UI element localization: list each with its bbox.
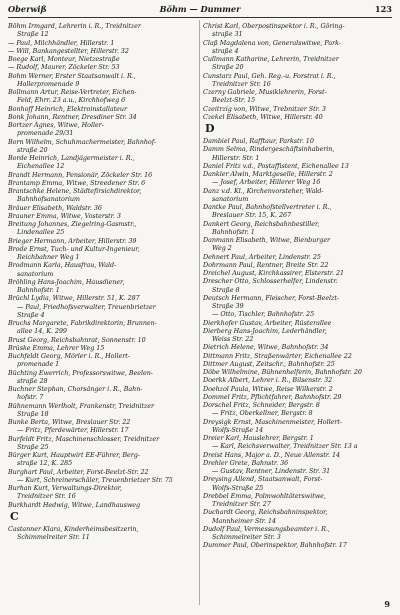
entry-continuation: Mannheimer Str. 14 <box>212 516 277 525</box>
entry-text: Dommel Fritz, Pflichtfahrer, Bahnhofstr. 29 <box>203 392 342 401</box>
entry-text: Claß Magdalena von, Generalswitwe, Park- <box>203 38 341 47</box>
directory-entry <box>8 237 195 245</box>
directory-entry <box>8 294 195 319</box>
entry-text: Bonhoff Heinrich, Elektroinstallateur <box>8 104 127 113</box>
entry-continuation: Straße 4 <box>17 310 45 319</box>
directory-entry <box>8 402 195 419</box>
entry-text: Dambiel Paul, Rafftaur, Parkstr. 10 <box>203 137 314 145</box>
directory-entry <box>8 319 195 336</box>
directory-entry <box>8 212 195 220</box>
directory-entry <box>203 393 392 401</box>
entry-continuation: Straße 8 <box>212 285 240 294</box>
right-top-entries <box>203 22 392 121</box>
entry-text: Dohrmann Paul, Rentner, Breite Str. 22 <box>203 260 329 269</box>
entry-text: Dittmer August, Zeitschr., Bahnhofstr. 25 <box>203 359 335 368</box>
entry-continuation: Wolfs-Straße 14 <box>212 425 264 434</box>
entry-continuation: Straße 39 <box>212 302 244 310</box>
entry-continuation: Eichenallee 12 <box>17 162 65 171</box>
section-letter-c: C <box>10 509 19 523</box>
directory-entry <box>203 253 392 261</box>
entry-text: Brantamp Emma, Witwe, Streedener Str. 6 <box>8 178 146 187</box>
entry-continuation: hofstr. 7 <box>17 393 44 402</box>
right-entries <box>203 137 392 550</box>
directory-entry <box>8 121 195 138</box>
entry-text: Dreysing Allend, Staatsanwalt, Forst- <box>203 475 323 484</box>
footer-page-mark: 9 <box>384 599 390 609</box>
entry-text: Brodmann Karla, Hausfrau, Wald- <box>8 261 117 270</box>
directory-entry <box>8 187 195 204</box>
entry-text: Dantke Paul, Bahnhofstellvertreter i. R., <box>203 203 332 211</box>
entry-text: Born Wilhelm, Schuhmachermeister, Bahnhof- <box>8 137 156 146</box>
directory-entry <box>203 236 392 253</box>
entry-text: Burfeldt Fritz, Maschinenschlosser, Treidnitzer <box>8 434 160 443</box>
directory-entry <box>8 47 195 55</box>
entry-text: Brieger Hermann, Arbeiter, Hillerstr. 39 <box>8 236 137 245</box>
entry-text: Dorschel Fritz, Schneider, Bergstr. 8 <box>203 401 320 409</box>
entry-continuation: Treidnitzer Str. 16 <box>17 492 76 501</box>
entry-text: Dudolf Paul, Vermessungsbeamter i. R., <box>203 524 330 533</box>
entry-text: Dreist Hans, Major a. D., Neue Allenstr. 14 <box>203 450 341 459</box>
entry-text: Brüske Emma, Lehrer Weg 15 <box>8 343 105 352</box>
page-header <box>8 3 392 18</box>
entry-continuation: — Gustav, Rentner, Lindenstr. Str. 31 <box>212 467 331 475</box>
entry-text: Borde Heinrich, Landjägermeister i. R., <box>8 154 135 162</box>
directory-entry <box>8 171 195 179</box>
entry-continuation: Bahnhofstr. 1 <box>212 227 255 236</box>
entry-text: Doehzol Paula, Witwe, Reise Wilkerstr. 2 <box>203 384 333 393</box>
directory-entry <box>203 327 392 344</box>
entry-continuation: Straße 12 <box>17 30 49 39</box>
entry-continuation: straße 20 <box>17 145 48 154</box>
entry-text: Bohm Werner, Erster Staatsanwalt i. R., <box>8 71 136 80</box>
header-left-text: Oberwiß <box>8 4 47 14</box>
entry-continuation: Wolfs-Straße 25 <box>212 483 264 492</box>
entry-continuation: — Fritz, Pferdewärter, Hillerstr. 17 <box>17 426 129 435</box>
directory-entry <box>8 484 195 501</box>
entry-continuation: allee 14, K. 299 <box>17 327 67 336</box>
entry-text: Brust Georg, Reichsbahnrat, Sonnenstr. 10 <box>8 335 146 344</box>
directory-entry <box>203 376 392 384</box>
directory-entry <box>203 418 392 435</box>
entry-text: Buchfeldt Georg, Mörler i. R., Hollert- <box>8 352 130 360</box>
entry-continuation: — Otto, Tischler, Bahnhofstr. 25 <box>212 310 315 319</box>
entry-text: Cunstarz Paul, Geh. Reg.-u. Forstrat i. R., <box>203 71 336 80</box>
directory-entry <box>8 138 195 155</box>
entry-continuation: Weg 2 <box>212 244 232 253</box>
entry-text: Czerny Gabriele, Musiklehrerin, Forst- <box>203 88 327 96</box>
directory-entry <box>203 508 392 525</box>
entry-continuation: Bahnhofsanatorium <box>17 195 80 204</box>
entry-text: — Rudolf, Maurer, Zöckeler Str. 53 <box>8 63 120 72</box>
entry-text: Burkhardt Hedwig, Witwe, Landhausweg <box>8 500 141 509</box>
directory-entry <box>8 204 195 212</box>
entry-text: Dittmann Fritz, Straßenwärter, Eichenallee 22 <box>203 351 352 360</box>
entry-continuation: Hillerstr. Str. 1 <box>212 153 260 162</box>
directory-entry <box>8 278 195 295</box>
directory-entry <box>203 343 392 351</box>
directory-entry <box>203 113 392 121</box>
directory-entry <box>203 261 392 269</box>
directory-entry <box>8 352 195 369</box>
directory-entry <box>203 220 392 237</box>
entry-continuation: straße 4 <box>212 46 239 55</box>
entry-text: Böhm Irmgard, Lehrerin i. R., Treidnitzer <box>8 22 141 30</box>
directory-entry <box>203 294 392 319</box>
column-divider <box>199 20 200 605</box>
entry-text: Drescher Otto, Schlosserhelfer, Lindenstr. <box>203 277 338 286</box>
entry-text: Brüchl Lydia, Witwe, Hillerstr. 51, K. 287 <box>8 294 140 303</box>
directory-entry <box>8 369 195 386</box>
entry-text: — Paul, Milchhändler, Hillerstr. 1 <box>8 38 115 47</box>
entry-text: — Will, Bankangestellter, Hillerstr. 32 <box>8 46 129 55</box>
directory-entry <box>203 145 392 162</box>
directory-entry <box>203 22 392 39</box>
directory-entry <box>8 344 195 352</box>
entry-continuation: Straße 18 <box>17 409 49 418</box>
directory-entry <box>8 72 195 89</box>
entry-continuation: straße 31 <box>212 30 243 39</box>
entry-continuation: straße 12, K. 285 <box>17 459 73 468</box>
directory-entry <box>203 492 392 509</box>
left-column <box>8 22 195 541</box>
directory-entry <box>203 187 392 204</box>
entry-text: Christ Karl, Oberpostinspektor i. R., Göring- <box>203 22 345 30</box>
directory-entry <box>203 137 392 145</box>
entry-continuation: — Paul, Friedhofsverwalter, Treuenbrietzer <box>17 302 156 311</box>
directory-entry <box>203 269 392 277</box>
entry-text: Cullmann Katharine, Lehrerin, Treidnitzer <box>203 55 339 63</box>
directory-entry <box>203 162 392 170</box>
entry-text: Bunke Berta, Witwe, Breslauer Str. 22 <box>8 418 131 426</box>
entry-text: Castanner Klara, Kinderheimsbesitzerin, <box>8 524 139 533</box>
directory-entry <box>203 434 392 451</box>
entry-text: Czekel Elisabeth, Witwe, Hillerstr. 40 <box>203 112 323 121</box>
entry-text: Dummer Paul, Oberinspektor, Bahnhofstr. 17 <box>203 541 347 550</box>
entry-text: Bürger Kurt, Hauptwirt EE-Führer, Berg- <box>8 451 140 459</box>
entry-continuation: Schimmelreiter Str. 11 <box>17 533 90 541</box>
entry-continuation: promenade 29/31 <box>17 129 74 138</box>
directory-entry <box>8 525 195 542</box>
right-column <box>203 22 392 550</box>
entry-text: Danz v.d. Kl., Kirchenvorsteher, Wald- <box>203 186 324 195</box>
entry-continuation: Breslauer Str. 15, K. 267 <box>212 211 291 220</box>
directory-entry <box>8 385 195 402</box>
entry-text: Dreysigk Ernst, Maschinenmeister, Hollert- <box>203 417 342 426</box>
entry-text: Bollmann Artur, Reise-Vertreter, Eichen- <box>8 88 137 96</box>
entry-continuation: Bahnhofstr. 1 <box>17 286 60 294</box>
directory-entry <box>8 261 195 278</box>
entry-text: Daniel Fritz v.d., Postaffistent, Eichenallee 13 <box>203 161 349 170</box>
left-entries <box>8 22 195 509</box>
directory-entry <box>203 385 392 393</box>
directory-entry <box>203 525 392 542</box>
left-after-entries <box>8 525 195 542</box>
entry-text: Dreichel August, Kirchkassirer, Elsterstr. 21 <box>203 269 345 277</box>
directory-entry <box>203 203 392 220</box>
entry-continuation: — Fritz, Oberkellner, Bergstr. 8 <box>212 409 313 418</box>
entry-text: Czeitrzig von, Witwe, Trebnitzer Str. 3 <box>203 104 326 113</box>
directory-entry <box>8 336 195 344</box>
directory-entry <box>8 435 195 452</box>
directory-entry <box>8 451 195 468</box>
directory-entry <box>203 105 392 113</box>
directory-entry <box>203 72 392 89</box>
directory-entry <box>8 105 195 113</box>
entry-text: Bühnemann Werlholt, Frankenstr, Treidnitzer <box>8 401 154 410</box>
directory-entry <box>8 63 195 71</box>
entry-text: Burhan Kurt, Verwaltungs-Direktor, <box>8 484 122 492</box>
entry-text: Deutsch Hermann, Fleischer, Forst-Beelzt- <box>203 293 339 302</box>
entry-text: Brandt Hermann, Pensionär, Zöckeler Str. 16 <box>8 170 153 179</box>
entry-text: Büchting Ewerrich, Professorswitwe, Beelen- <box>8 368 153 377</box>
directory-entry <box>8 39 195 47</box>
entry-continuation: straße 28 <box>17 376 48 385</box>
directory-entry <box>203 459 392 476</box>
entry-text: Dankler Alwin, Marktgeselle, Hillerstr. 2 <box>203 170 333 178</box>
entry-continuation: sanatorium <box>17 269 54 278</box>
entry-text: Buchner Stephan, Chorsänger i. R., Bahn- <box>8 385 143 393</box>
page-number: 123 <box>374 4 392 14</box>
entry-text: Brantschke Helene, Städtefirsichdirektor, <box>8 187 142 195</box>
entry-text: Dehnert Paul, Arbeiter, Lindenstr. 25 <box>203 252 321 261</box>
entry-continuation: Weiss Str. 22 <box>212 335 254 343</box>
directory-entry <box>8 418 195 435</box>
entry-text: Bortzer Agnes, Witwe, Holler- <box>8 121 104 129</box>
directory-entry <box>203 352 392 360</box>
directory-entry <box>8 154 195 171</box>
directory-entry <box>203 170 392 187</box>
entry-text: Damm Selma, Rindergeschäftsinhaberin, <box>203 145 335 154</box>
entry-text: Bräuer Elisabeth, Waldstr. 36 <box>8 203 102 212</box>
entry-text: Dierkhofer Gustav, Arbeiter, Rüsterallee <box>203 318 332 327</box>
entry-continuation: Beelzt-Str. 15 <box>212 96 256 105</box>
entry-continuation: — Karl, Reichsverwalter, Treidnitzer Str. 13 a <box>212 442 358 451</box>
entry-text: Doerkk Albert, Lehrer i. R., Bilsenstr. 32 <box>203 376 333 385</box>
directory-entry <box>8 113 195 121</box>
directory-entry <box>8 22 195 39</box>
directory-entry <box>203 277 392 294</box>
entry-continuation: Treidnitzer Str. 16 <box>212 79 271 88</box>
entry-text: Dierberg Hans-Joachim, Lederhändler, <box>203 326 327 335</box>
entry-continuation: — Kurt, Schreinerschäler, Treuenbrietzer Str. 75 <box>17 475 173 484</box>
directory-entry <box>203 360 392 368</box>
entry-text: Burghart Paul, Arbeiter, Forst-Beelzt-Str. 22 <box>8 467 149 476</box>
entry-continuation: Lindenallee 25 <box>17 228 65 237</box>
entry-continuation: Reichbahner Weg 1 <box>17 253 80 261</box>
entry-continuation: — Josef, Arbeiter, Hillerer Weg 16 <box>212 178 321 187</box>
directory-entry <box>203 39 392 56</box>
entry-text: Danmann Elisabeth, Witwe, Bienburger <box>203 236 331 244</box>
directory-entry <box>203 55 392 72</box>
entry-continuation: Straße 20 <box>212 63 244 72</box>
directory-entry <box>8 245 195 262</box>
entry-continuation: promenade 1 <box>17 360 60 369</box>
entry-continuation: Feld, Ehrr. 23 a.u., Kirchhofweg 6 <box>17 96 126 105</box>
entry-text: Dankert Georg, Reichsbahnbestiller, <box>203 219 320 228</box>
directory-entry <box>203 368 392 376</box>
section-letter-d: D <box>205 122 215 135</box>
entry-text: Bonk Johann, Rentner, Dresdiner Str. 34 <box>8 112 137 121</box>
entry-text: Brode Ernst, Tuch- und Kultur-Ingenieur, <box>8 244 140 253</box>
entry-text: Drehler Grete, Bahnstr. 36 <box>203 458 289 467</box>
entry-text: Brauner Emma, Witwe, Vosterstr. 3 <box>8 211 121 220</box>
directory-entry <box>8 55 195 63</box>
directory-entry <box>203 541 392 549</box>
header-title: Böhm — Dummer <box>159 4 241 14</box>
entry-text: Dietrich Helene, Witwe, Bahnhofstr. 34 <box>203 343 329 352</box>
entry-text: Döbe Wilhelmine, Bühnenhelferin, Bahnhofstr. 20 <box>203 368 362 376</box>
entry-text: Dreier Karl, Hauslehrer, Bergstr. 1 <box>203 434 314 442</box>
entry-text: Breitung Johannes, Ziegelring-Gasmstr., <box>8 220 137 228</box>
directory-entry <box>203 319 392 327</box>
entry-text: Boege Karl, Monteur, Nietzestraße <box>8 55 120 63</box>
directory-entry <box>203 451 392 459</box>
entry-continuation: sanatorium <box>212 194 249 203</box>
entry-text: Duchardt Georg, Reichsbahninspektor, <box>203 508 328 517</box>
directory-entry <box>8 501 195 509</box>
entry-continuation: Straße 25 <box>17 442 49 451</box>
entry-continuation: Schimmelreiter Str. 3 <box>212 533 281 541</box>
entry-text: Bröhling Hans-Joachim, Hausdiener, <box>8 277 125 286</box>
entry-text: Bruchs Margarete, Fabrikdirektorin, Brunnen- <box>8 319 157 327</box>
entry-continuation: Hollerpromenade 9 <box>17 79 80 88</box>
directory-entry <box>8 468 195 485</box>
directory-entry <box>8 88 195 105</box>
directory-entry <box>203 475 392 492</box>
directory-entry <box>203 88 392 105</box>
directory-entry <box>8 220 195 237</box>
entry-text: Drebbel Emma, Polmwohltäterswitwe, <box>203 491 326 500</box>
directory-entry <box>8 179 195 187</box>
directory-entry <box>203 401 392 418</box>
entry-continuation: Treidnitzer Str. 27 <box>212 500 271 508</box>
